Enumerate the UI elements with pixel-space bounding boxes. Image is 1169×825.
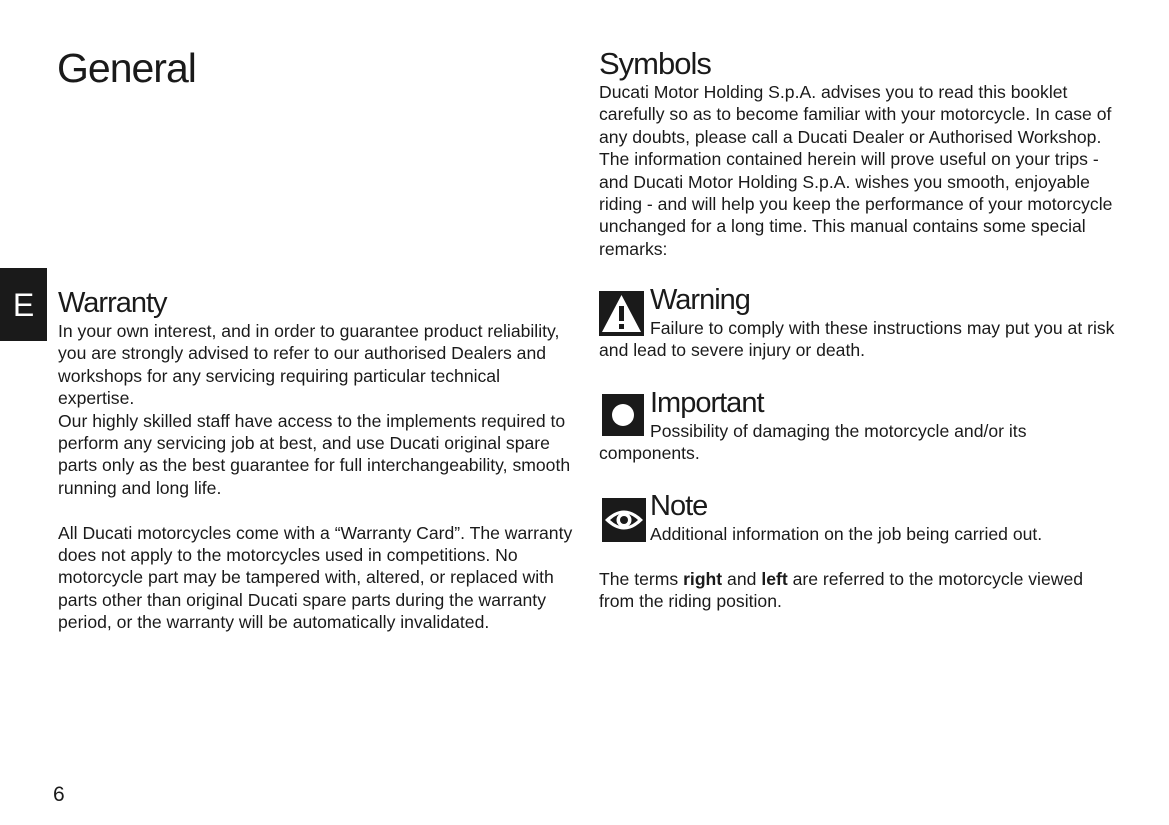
warranty-paragraph-2: Our highly skilled staff have access to the implements required to perform any servicing job at best, and use Ducati original spare parts only as the best guarantee for full interchangeability, smooth running and long life. [58, 410, 571, 498]
section-title-warranty: Warranty [58, 287, 167, 319]
important-body: Possibility of damaging the motorcycle and/or its components. [599, 421, 1027, 464]
section-title-important: Important [650, 387, 764, 419]
section-title-symbols: Symbols [599, 46, 711, 81]
terms-suffix: are referred to the motorcycle viewed from the riding position. [599, 569, 1084, 612]
language-tab-label: E [12, 286, 35, 323]
note-body: Additional information on the job being carried out. [650, 524, 1043, 544]
section-title-warning: Warning [650, 284, 750, 316]
warranty-paragraph-1: In your own interest, and in order to guarantee product reliability, you are strongly advised to refer to our authorised Dealers and workshops for any servicing requiring particular technical expertise. [58, 321, 560, 409]
symbols-body: Ducati Motor Holding S.p.A. advises you to read this booklet carefully so as to become familiar with your motorcycle. In case of any doubts, please call a Ducati Dealer or Authorised Workshop. The information contained herein will prove useful on your trips - and Ducati Motor Holding S.p.A. wishes you smooth, enjoyable riding - and will help you keep the performance of your motorcycle unchanged for a long time. This manual contains some special remarks: [599, 82, 1113, 259]
warning-body: Failure to comply with these instructions may put you at risk and lead to severe injury or death. [599, 318, 1115, 361]
terms-paragraph [599, 568, 1119, 613]
warranty-body [58, 320, 578, 634]
language-tab [0, 268, 47, 341]
term-left: left [761, 569, 788, 589]
term-right: right [683, 569, 723, 589]
section-title-note: Note [650, 490, 708, 522]
terms-prefix: The terms [599, 569, 684, 589]
page-number: 6 [53, 783, 65, 806]
terms-middle: and [722, 569, 762, 589]
warranty-paragraph-3: All Ducati motorcycles come with a “Warranty Card”. The warranty does not apply to the motorcycles used in competitions. No motorcycle part may be tampered with, altered, or replaced with parts other than original Ducati spare parts during the warranty period, or the warranty will be automatically invalidated. [58, 522, 573, 633]
page-title-general: General [57, 45, 196, 91]
